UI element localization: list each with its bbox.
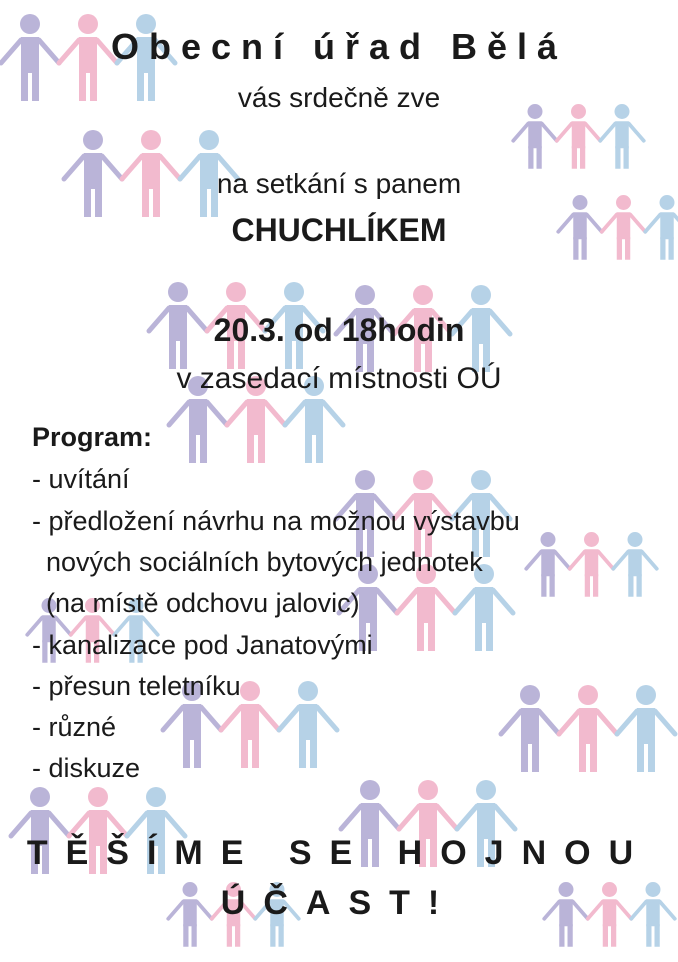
event-location: v zasedací místnosti OÚ [176, 362, 502, 395]
people-group-icon [501, 685, 675, 772]
program-item-note: (na místě odchovu jalovic) [46, 588, 360, 618]
program-heading: Program: [32, 422, 153, 452]
program-item: - kanalizace pod Janatovými [32, 630, 373, 660]
program-item: - předložení návrhu na možnou výstavbu [32, 506, 520, 536]
program-item: - různé [32, 712, 117, 742]
closing-line-2: ÚČAST! [220, 884, 458, 922]
invitation-line: vás srdečně zve [237, 82, 441, 113]
program-item: - diskuze [32, 753, 141, 783]
closing-line: TĚŠÍME SE HOJNOU [26, 834, 652, 872]
guest-name: CHUCHLÍKEM [231, 212, 447, 248]
office-title: Obecní úřad Bělá [110, 26, 568, 67]
program-item-continued: nových sociálních bytových jednotek [46, 547, 483, 577]
meeting-intro: na setkání s panem [216, 168, 462, 199]
program-item: - uvítání [32, 464, 130, 494]
program-item: - přesun teletníku [32, 671, 241, 701]
event-date-time: 20.3. od 18hodin [213, 312, 465, 348]
people-group-icon [526, 532, 657, 597]
